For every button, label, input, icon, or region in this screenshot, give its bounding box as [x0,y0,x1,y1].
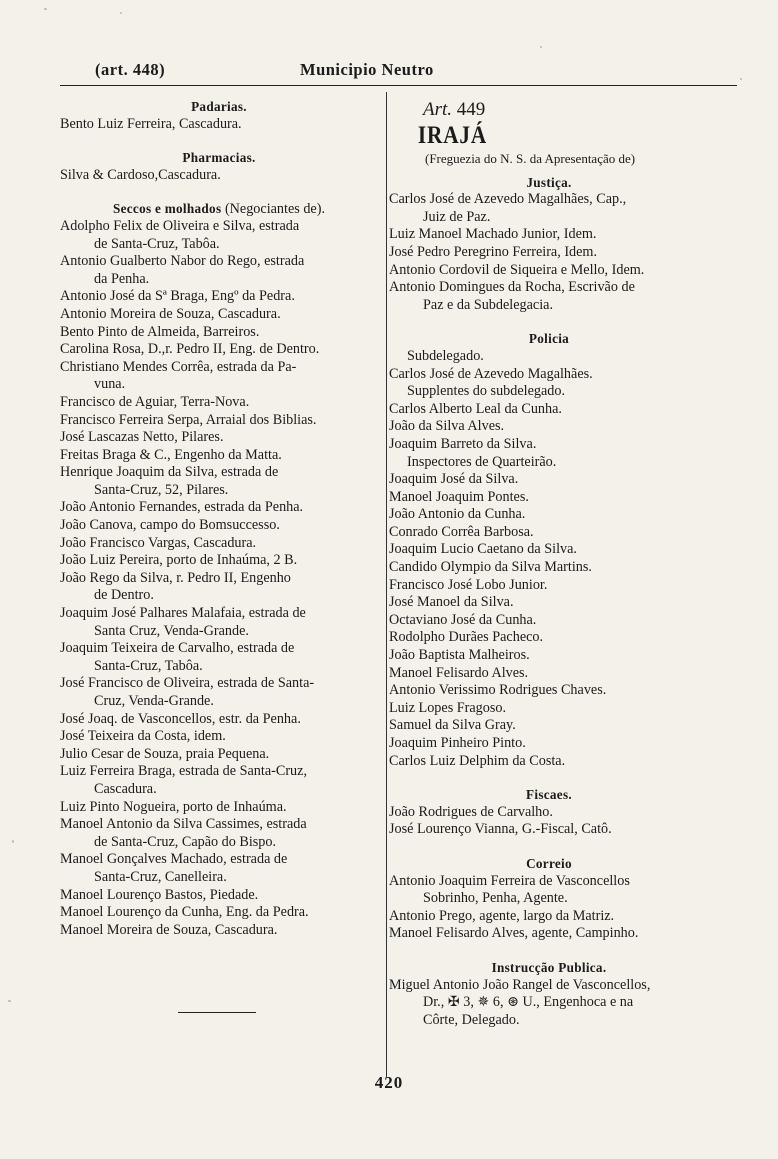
spacer [389,314,709,330]
parish-subtitle: (Freguezia do N. S. da Apresentação de) [425,151,636,166]
section-heading: Instrucção Publica. [491,959,607,975]
directory-entry: Antonio Prego, agente, largo da Matriz. [389,907,615,924]
directory-entry: João Antonio da Cunha. [389,506,526,523]
directory-entry: Carolina Rosa, D.,r. Pedro II, Eng. de Dentro. [60,341,320,358]
directory-entry: Manoel Lourenço da Cunha, Eng. da Pedra. [60,904,309,921]
directory-entry: Julio Cesar de Souza, praia Pequena. [60,745,270,762]
section-end-rule [178,1012,256,1013]
entry-continuation: Paz e da Subdelegacia. [423,296,553,313]
directory-entry: Carlos José de Azevedo Magalhães, Cap., [389,191,627,208]
section-heading: Pharmacias. [182,150,256,166]
entry-continuation: Santa-Cruz, Canelleira. [94,868,227,885]
directory-entry: João Francisco Vargas, Cascadura. [60,534,257,551]
directory-entry: João Canova, campo do Bomsuccesso. [60,517,280,534]
place-name: IRAJÁ [417,122,488,149]
entry-continuation: Santa-Cruz, Tabôa. [94,657,203,674]
entry-continuation: de Santa-Cruz, Capão do Bispo. [94,833,277,850]
directory-entry: Joaquim José Palhares Malafaia, estrada de [60,605,306,622]
directory-entry: José Teixeira da Costa, idem. [60,728,226,745]
entry-continuation: Santa Cruz, Venda-Grande. [94,622,249,639]
print-speck [12,840,14,843]
right-column-entries [389,168,709,1030]
print-speck [540,46,542,48]
running-title: Municipio Neutro [300,60,434,79]
directory-entry: Joaquim Pinheiro Pinto. [389,735,526,751]
directory-entry: João Luiz Pereira, porto de Inhaúma, 2 B. [60,552,298,569]
directory-entry: Antonio Verissimo Rodrigues Chaves. [389,682,607,699]
directory-entry: Antonio Moreira de Souza, Cascadura. [60,305,281,322]
entry-continuation: da Penha. [94,270,150,287]
directory-entry: Samuel da Silva Gray. [389,717,516,734]
directory-entry: Antonio Gualberto Nabor do Rego, estrada [60,253,305,270]
entry-continuation: Cruz, Venda-Grande. [94,693,214,709]
spacer [60,133,378,149]
section-heading: Justiça. [526,174,572,190]
section-heading [60,200,378,218]
directory-entry: Manoel Felisardo Alves. [389,664,529,681]
directory-entry: João Antonio Fernandes, estrada da Penha. [60,499,304,516]
directory-entry: Manoel Moreira de Souza, Cascadura. [60,921,278,938]
directory-entry: Freitas Braga & C., Engenho da Matta. [60,446,282,463]
directory-entry: José Lascazas Netto, Pilares. [60,429,224,446]
directory-entry: Silva & Cardoso,Cascadura. [60,166,221,183]
directory-entry: Manoel Gonçalves Machado, estrada de [60,851,288,868]
subsection-heading: Inspectores de Quarteirão. [407,453,557,470]
directory-entry: Francisco Ferreira Serpa, Arraial dos Biblias. [60,411,317,428]
header-rule [60,85,737,86]
directory-entry: Carlos Luiz Delphim da Costa. [389,752,566,769]
directory-entry: Rodolpho Durães Pacheco. [389,629,544,646]
directory-entry: Manoel Joaquim Pontes. [389,488,529,505]
directory-entry: Joaquim Lucio Caetano da Silva. [389,541,577,558]
entry-continuation: Côrte, Delegado. [423,1011,520,1028]
section-heading: Padarias. [191,99,247,114]
spacer [389,839,709,855]
directory-entry: Carlos Alberto Leal da Cunha. [389,400,562,417]
page-number: 420 [374,1073,404,1092]
directory-entry: João Rego da Silva, r. Pedro II, Engenho [60,569,291,586]
entry-continuation: Dr., ✠ 3, ✵ 6, ⊛ U., Engenhoca e na [423,994,634,1011]
entry-continuation: vuna. [94,376,126,393]
print-speck [44,8,47,10]
print-speck [8,1000,11,1002]
spacer [389,943,709,959]
directory-entry: João Baptista Malheiros. [389,647,530,664]
article-reference: (art. 448) [95,60,166,79]
left-column [60,98,378,939]
directory-entry: Luiz Pinto Nogueira, porto de Inhaúma. [60,798,287,815]
directory-entry: José Joaq. de Vasconcellos, estr. da Penha. [60,710,301,727]
entry-continuation: de Santa-Cruz, Tabôa. [94,235,220,252]
directory-entry: Bento Pinto de Almeida, Barreiros. [60,323,260,340]
directory-entry: José Lourenço Vianna, G.-Fiscal, Catô. [389,821,612,838]
directory-entry: José Pedro Peregrino Ferreira, Idem. [389,243,598,260]
entry-continuation: Santa-Cruz, 52, Pilares. [94,481,229,498]
directory-entry: Antonio Joaquim Ferreira de Vasconcellos [389,872,630,889]
directory-entry: Francisco de Aguiar, Terra-Nova. [60,393,250,410]
directory-entry: Bento Luiz Ferreira, Cascadura. [60,115,242,132]
spacer [389,770,709,786]
entry-continuation: Sobrinho, Penha, Agente. [423,890,568,907]
directory-entry: Luiz Manoel Machado Junior, Idem. [389,226,597,243]
directory-entry: Candido Olympio da Silva Martins. [389,559,592,576]
directory-entry: Miguel Antonio João Rangel de Vasconcellos, [389,976,651,993]
directory-entry: Joaquim José da Silva. [389,471,519,488]
directory-entry: Christiano Mendes Corrêa, estrada da Pa- [60,358,297,375]
directory-entry: João Rodrigues de Carvalho. [389,803,553,820]
directory-entry: Octaviano José da Cunha. [389,611,537,628]
article-heading [389,98,709,122]
article-number: 449 [456,99,486,120]
subsection-heading: Subdelegado. [407,347,484,364]
directory-entry: Manoel Antonio da Silva Cassimes, estrada [60,816,307,833]
directory-entry: Conrado Corrêa Barbosa. [389,523,534,540]
right-column [389,98,709,1029]
article-label: Art. [423,99,453,120]
subsection-heading: Supplentes do subdelegado. [407,383,566,400]
directory-entry: Antonio José da Sª Braga, Engº da Pedra. [60,288,295,305]
directory-entry: Manoel Felisardo Alves, agente, Campinho. [389,925,639,942]
section-heading: Policia [528,331,570,347]
entry-continuation: Cascadura. [94,780,157,797]
print-speck [740,78,742,80]
directory-entry: Manoel Lourenço Bastos, Piedade. [60,886,259,903]
section-heading-bold: Seccos e molhados [112,201,222,217]
directory-entry: Joaquim Barreto da Silva. [389,435,537,452]
entry-continuation: Juiz de Paz. [423,208,491,225]
directory-entry: Luiz Lopes Fragoso. [389,699,507,716]
section-heading: Fiscaes. [526,787,572,803]
directory-entry: José Manoel da Silva. [389,594,514,611]
directory-entry: Joaquim Teixeira de Carvalho, estrada de [60,640,295,657]
entry-continuation: de Dentro. [94,587,154,604]
directory-entry: Antonio Domingues da Rocha, Escrivão de [389,279,635,296]
directory-entry: Henrique Joaquim da Silva, estrada de [60,464,279,481]
print-speck [120,12,122,14]
directory-entry: Francisco José Lobo Junior. [389,576,548,593]
directory-entry: Adolpho Felix de Oliveira e Silva, estrada [60,217,300,234]
directory-entry: Antonio Cordovil de Siqueira e Mello, Idem. [389,261,645,278]
section-heading-note: (Negociantes de). [221,201,325,218]
directory-entry: Carlos José de Azevedo Magalhães. [389,365,593,382]
running-header [60,58,740,82]
directory-entry: José Francisco de Oliveira, estrada de Santa- [60,675,315,692]
directory-entry: Luiz Ferreira Braga, estrada de Santa-Cruz, [60,763,307,780]
directory-entry: João da Silva Alves. [389,418,505,435]
section-heading: Correio [526,855,572,871]
column-divider [386,92,387,1077]
spacer [60,184,378,200]
